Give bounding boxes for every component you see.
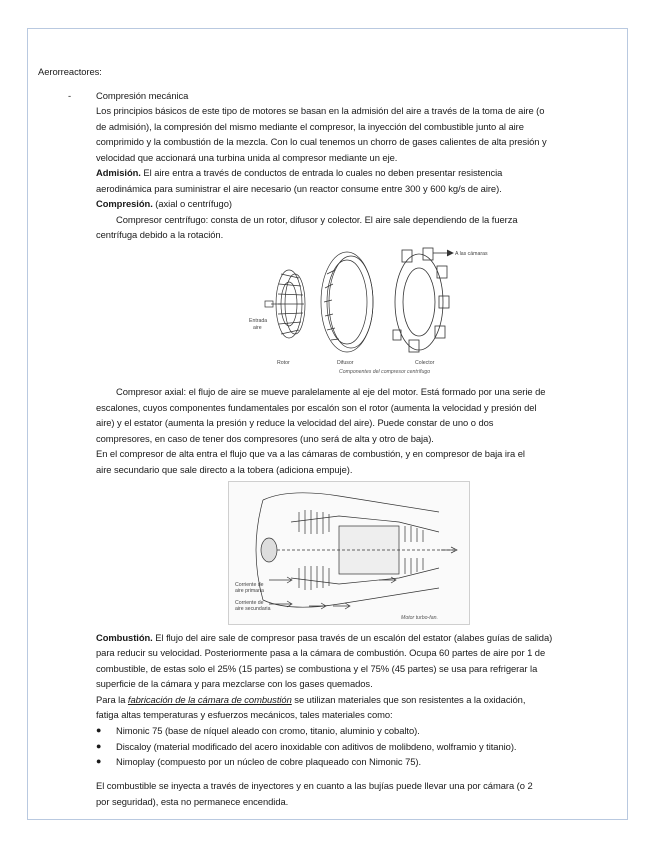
camara-combustion-link[interactable]: fabricación de la cámara de combustión	[127, 694, 292, 705]
collector-drawing	[393, 248, 453, 352]
turbofan-body	[256, 493, 457, 607]
compresion-line	[96, 196, 232, 212]
bullet-marker: ●	[96, 725, 102, 735]
label-difusor: Difusor	[337, 360, 354, 366]
rotor-drawing	[265, 270, 305, 338]
material-item-2: Discaloy (material modificado del acero inoxidable con aditivos de molibdeno, wolframio y titanio).	[116, 741, 517, 752]
label-corriente-primaria-2: aire primaria	[235, 588, 264, 594]
materials-intro-line	[96, 692, 525, 708]
label-rotor: Rotor	[277, 360, 290, 366]
label-corriente-secundaria-1: Corriente de	[235, 600, 264, 606]
label-entrada: Entrada	[249, 318, 268, 324]
admision-text: El aire entra a través de conductos de entrada lo cuales no deben presentar resistencia	[140, 167, 503, 178]
figure2-labels	[235, 582, 438, 621]
materials-intro-line-2: fatiga altas temperaturas y esfuerzos mecánicos, tales materiales como:	[96, 709, 393, 720]
combustion-line-4: superficie de la cámara y para mezclarse con los gases quemados.	[96, 678, 373, 689]
centrifugal-compressor-illustration	[247, 244, 491, 376]
label-a-las-camaras: A las cámaras	[455, 251, 488, 257]
figure1-caption: Componentes del compresor centrífugo	[339, 369, 431, 375]
materials-intro-post: se utilizan materiales que son resistentes a la oxidación,	[291, 694, 526, 705]
final-line-2: por seguridad), esta no permanece encendida.	[96, 796, 289, 807]
axial-line-3: aire) y el estator (aumenta la presión y reduce la velocidad del aire). Puede constar de uno o dos	[96, 417, 494, 428]
admision-line-1	[96, 165, 502, 181]
axial-line-6: aire secundario que sale directo a la tobera (adiciona empuje).	[96, 464, 353, 475]
figure1-labels	[249, 251, 488, 375]
materials-intro-pre: Para la	[96, 694, 128, 705]
figure2-caption: Motor turbo-fan.	[401, 615, 438, 621]
intro-line-2: de admisión), la compresión del mismo mediante el compresor, la inyección del combustible junto al aire	[96, 121, 524, 132]
turbofan-illustration	[229, 482, 469, 624]
document-heading: Aerorreactores:	[38, 66, 102, 77]
section-title: Compresión mecánica	[96, 90, 189, 101]
combustion-line-2: para reducir su velocidad. Posteriormente pasa a la cámara de combustión. Ocupa 60 partes de aire por 1 de	[96, 647, 546, 658]
axial-line-2: escalones, cuyos componentes fundamentales por escalón son el rotor (aumenta la velocidad y presión del	[96, 402, 537, 413]
diffuser-drawing	[321, 252, 373, 352]
label-corriente-secundaria-2: aire secundaria	[235, 606, 271, 612]
axial-line-4: compresores, en caso de tener dos compresores (uno será de alta y otro de baja).	[96, 433, 434, 444]
axial-line-5: En el compresor de alta entra el flujo que va a las cámaras de combustión, y en compresor de baja ira el	[96, 448, 525, 459]
material-item-3: Nimoplay (compuesto por un núcleo de cobre plaqueado con Nimonic 75).	[116, 756, 422, 767]
compresion-text: (axial o centrífugo)	[152, 198, 232, 209]
intro-line-3: comprimido y la combustión de la mezcla. Con lo cual tenemos un chorro de gases calientes de alta presión y	[96, 136, 547, 147]
intro-line-4: velocidad que accionará una turbina unida al compresor mediante un eje.	[96, 152, 398, 163]
admision-line-2: aerodinámica para suministrar el aire necesario (un reactor consume entre 300 y 600 kg/s de aire).	[96, 183, 502, 194]
bullet-marker: ●	[96, 756, 102, 766]
intro-line-1: Los principios básicos de este tipo de motores se basan en la admisión del aire a través de la toma de aire (o	[96, 105, 545, 116]
bullet-marker: ●	[96, 741, 102, 751]
combustion-line-1	[96, 630, 552, 646]
list-dash: -	[68, 90, 72, 101]
centrifugo-line-1: Compresor centrífugo: consta de un rotor, difusor y colector. El aire sale dependiendo de la fuerza	[116, 214, 518, 225]
centrifugal-compressor-figure	[247, 244, 491, 376]
combustion-label: Combustión.	[96, 632, 153, 643]
combustion-line-3: combustible, de estas solo el 25% (15 partes) se combustiona y el 75% (45 partes) se usa para refrigerar la	[96, 663, 538, 674]
centrifugo-line-2: centrífuga debido a la rotación.	[96, 229, 224, 240]
label-corriente-primaria-1: Corriente de	[235, 582, 264, 588]
turbofan-figure	[228, 481, 470, 625]
axial-line-1: Compresor axial: el flujo de aire se mueve paralelamente al eje del motor. Está formado por una serie de	[116, 386, 546, 397]
combustion-text: El flujo del aire sale de compresor pasa través de un escalón del estator (alabes guías de salida)	[152, 632, 553, 643]
compresion-label: Compresión.	[96, 198, 153, 209]
final-line-1: El combustible se inyecta a través de inyectores y en cuanto a las bujías puede llevar una por cámara (o 2	[96, 780, 533, 791]
flow-arrows	[269, 577, 396, 609]
label-aire: aire	[253, 325, 262, 331]
admision-label: Admisión.	[96, 167, 141, 178]
material-item-1: Nimonic 75 (base de níquel aleado con cromo, titanio, aluminio y cobalto).	[116, 725, 420, 736]
label-colector: Colector	[415, 360, 435, 366]
